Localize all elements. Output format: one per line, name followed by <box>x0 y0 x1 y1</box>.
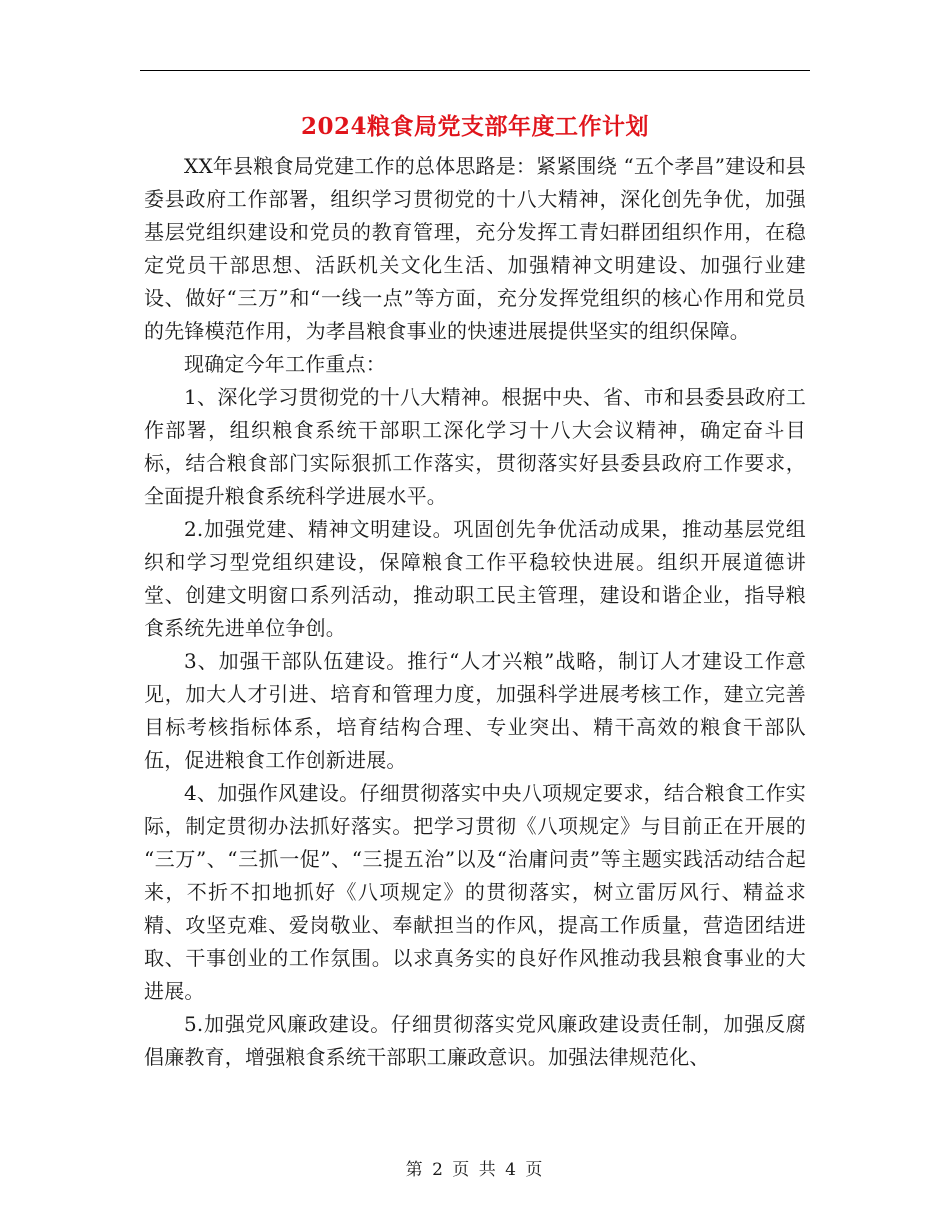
paragraph-intro: XX年县粮食局党建工作的总体思路是：紧紧围绕 “五个孝昌”建设和县委县政府工作部署，组织学习贯彻党的十八大精神，深化创先争优，加强基层党组织建设和党员的教育管理，充分发挥工青妇群团组织作用，在稳定党员干部思想、活跃机关文化生活、加强精神文明建设、加强行业建设、做好“三万”和“一线一点”等方面，充分发挥党组织的核心作用和党员的先锋模范作用，为孝昌粮食事业的快速进展提供坚实的组织保障。 <box>144 154 806 343</box>
header-rule <box>140 70 810 71</box>
document-title: 2024粮食局党支部年度工作计划 <box>300 113 649 140</box>
page-number: 第 2 页 共 4 页 <box>405 1160 545 1180</box>
paragraph-item-3: 3、加强干部队伍建设。推行“人才兴粮”战略，制订人才建设工作意见，加大人才引进、培育和管理力度，加强科学进展考核工作，建立完善目标考核指标体系，培育结构合理、专业突出、精干高效的粮食干部队伍，促进粮食工作创新进展。 <box>144 649 806 772</box>
paragraph-item-1: 1、深化学习贯彻党的十八大精神。根据中央、省、市和县委县政府工作部署，组织粮食系统干部职工深化学习十八大会议精神，确定奋斗目标，结合粮食部门实际狠抓工作落实，贯彻落实好县委县政府工作要求，全面提升粮食系统科学进展水平。 <box>144 385 806 508</box>
document-body <box>144 150 806 1074</box>
paragraph-item-4: 4、加强作风建设。仔细贯彻落实中央八项规定要求，结合粮食工作实际，制定贯彻办法抓好落实。把学习贯彻《八项规定》与目前正在开展的 “三万”、“三抓一促”、“三提五治”以及“治庸问责”等主题实践活动结合起来，不折不扣地抓好《八项规定》的贯彻落实，树立雷厉风行、精益求精、攻坚克难、爱岗敬业、奉献担当的作风，提高工作质量，营造团结进取、干事创业的工作氛围。以求真务实的良好作风推动我县粮食事业的大进展。 <box>144 781 806 1003</box>
paragraph-focus-heading: 现确定今年工作重点： <box>184 352 386 376</box>
paragraph-item-2: 2.加强党建、精神文明建设。巩固创先争优活动成果，推动基层党组织和学习型党组织建设，保障粮食工作平稳较快进展。组织开展道德讲堂、创建文明窗口系列活动，推动职工民主管理，建设和谐企业，指导粮食系统先进单位争创。 <box>144 517 806 640</box>
paragraph-item-5: 5.加强党风廉政建设。仔细贯彻落实党风廉政建设责任制，加强反腐倡廉教育，增强粮食系统干部职工廉政意识。加强法律规范化、 <box>144 1012 806 1069</box>
